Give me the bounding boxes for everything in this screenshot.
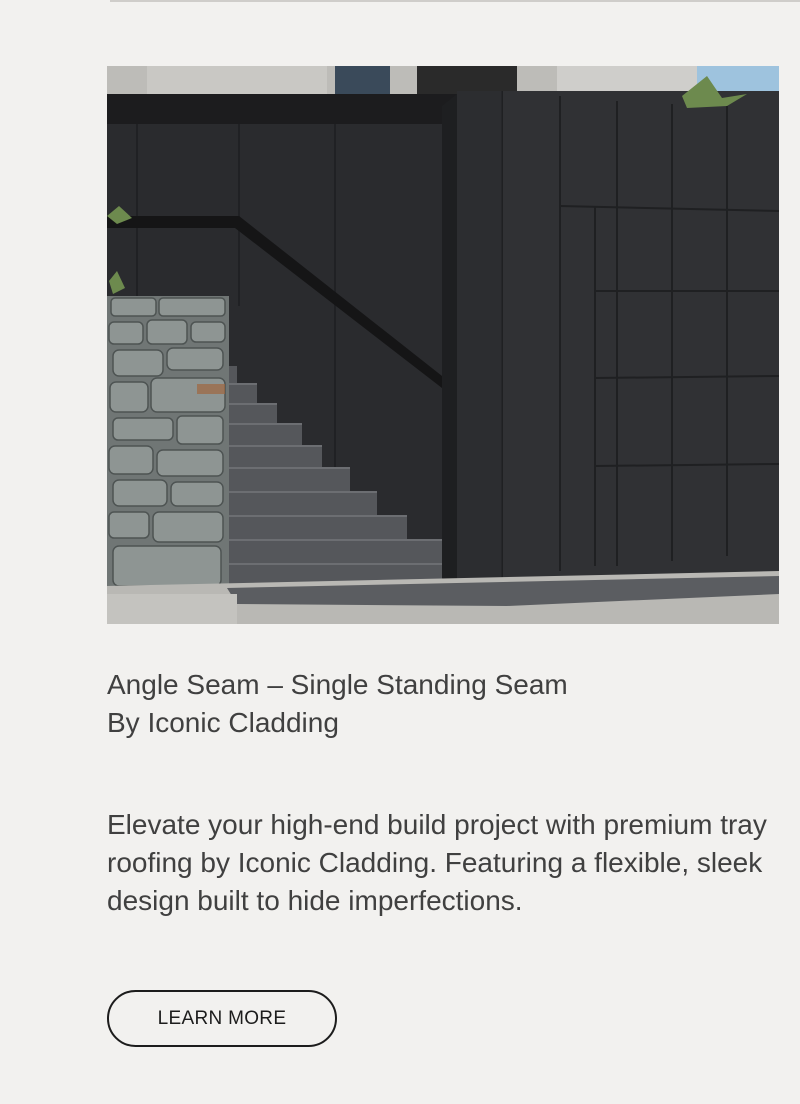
- card-title-line2: By Iconic Cladding: [107, 707, 339, 738]
- hero-image: [107, 66, 779, 624]
- learn-more-button[interactable]: LEARN MORE: [107, 990, 337, 1047]
- card-title-line1: Angle Seam – Single Standing Seam: [107, 669, 568, 700]
- top-divider: [110, 0, 800, 2]
- card-title: [107, 666, 767, 742]
- card-description: Elevate your high-end build project with premium tray roofing by Iconic Cladding. Featuring a flexible, sleek design built to hide imperfections.: [107, 809, 767, 916]
